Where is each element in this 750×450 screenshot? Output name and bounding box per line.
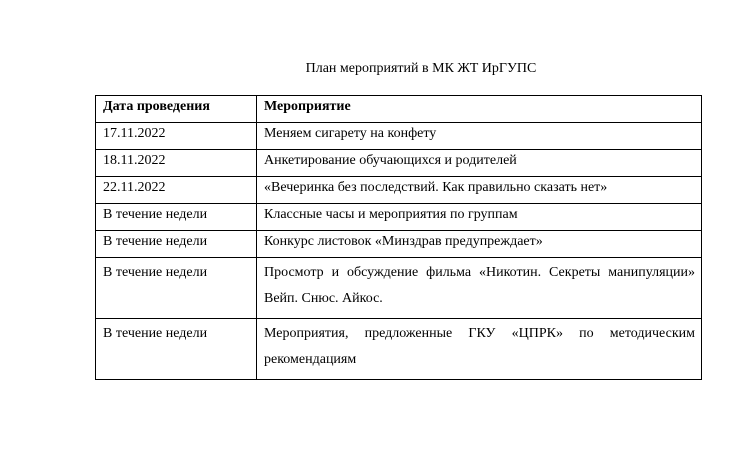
row-date: 18.11.2022 [96,150,257,177]
row-event: Классные часы и мероприятия по группам [257,204,702,231]
table-row [96,123,702,150]
events-table [95,95,702,380]
table-row [96,231,702,258]
row-event: Мероприятия, предложенные ГКУ «ЦПРК» по методическим рекомендациям [257,319,702,380]
row-date: В течение недели [96,258,257,319]
header-date: Дата проведения [96,96,257,123]
row-event: Конкурс листовок «Минздрав предупреждает» [257,231,702,258]
row-event: Просмотр и обсуждение фильма «Никотин. Секреты манипуляции» Вейп. Снюс. Айкос. [257,258,702,319]
document-title: План мероприятий в МК ЖТ ИрГУПС [305,61,537,76]
row-event: Меняем сигарету на конфету [257,123,702,150]
row-date: 17.11.2022 [96,123,257,150]
table-row [96,177,702,204]
row-date: В течение недели [96,231,257,258]
row-date: В течение недели [96,319,257,380]
row-date: В течение недели [96,204,257,231]
header-event: Мероприятие [257,96,702,123]
table-row [96,319,702,380]
table-row [96,204,702,231]
row-date: 22.11.2022 [96,177,257,204]
row-event: Анкетирование обучающихся и родителей [257,150,702,177]
row-event: «Вечеринка без последствий. Как правильно сказать нет» [257,177,702,204]
table-row [96,150,702,177]
table-row [96,258,702,319]
table-header-row [96,96,702,123]
